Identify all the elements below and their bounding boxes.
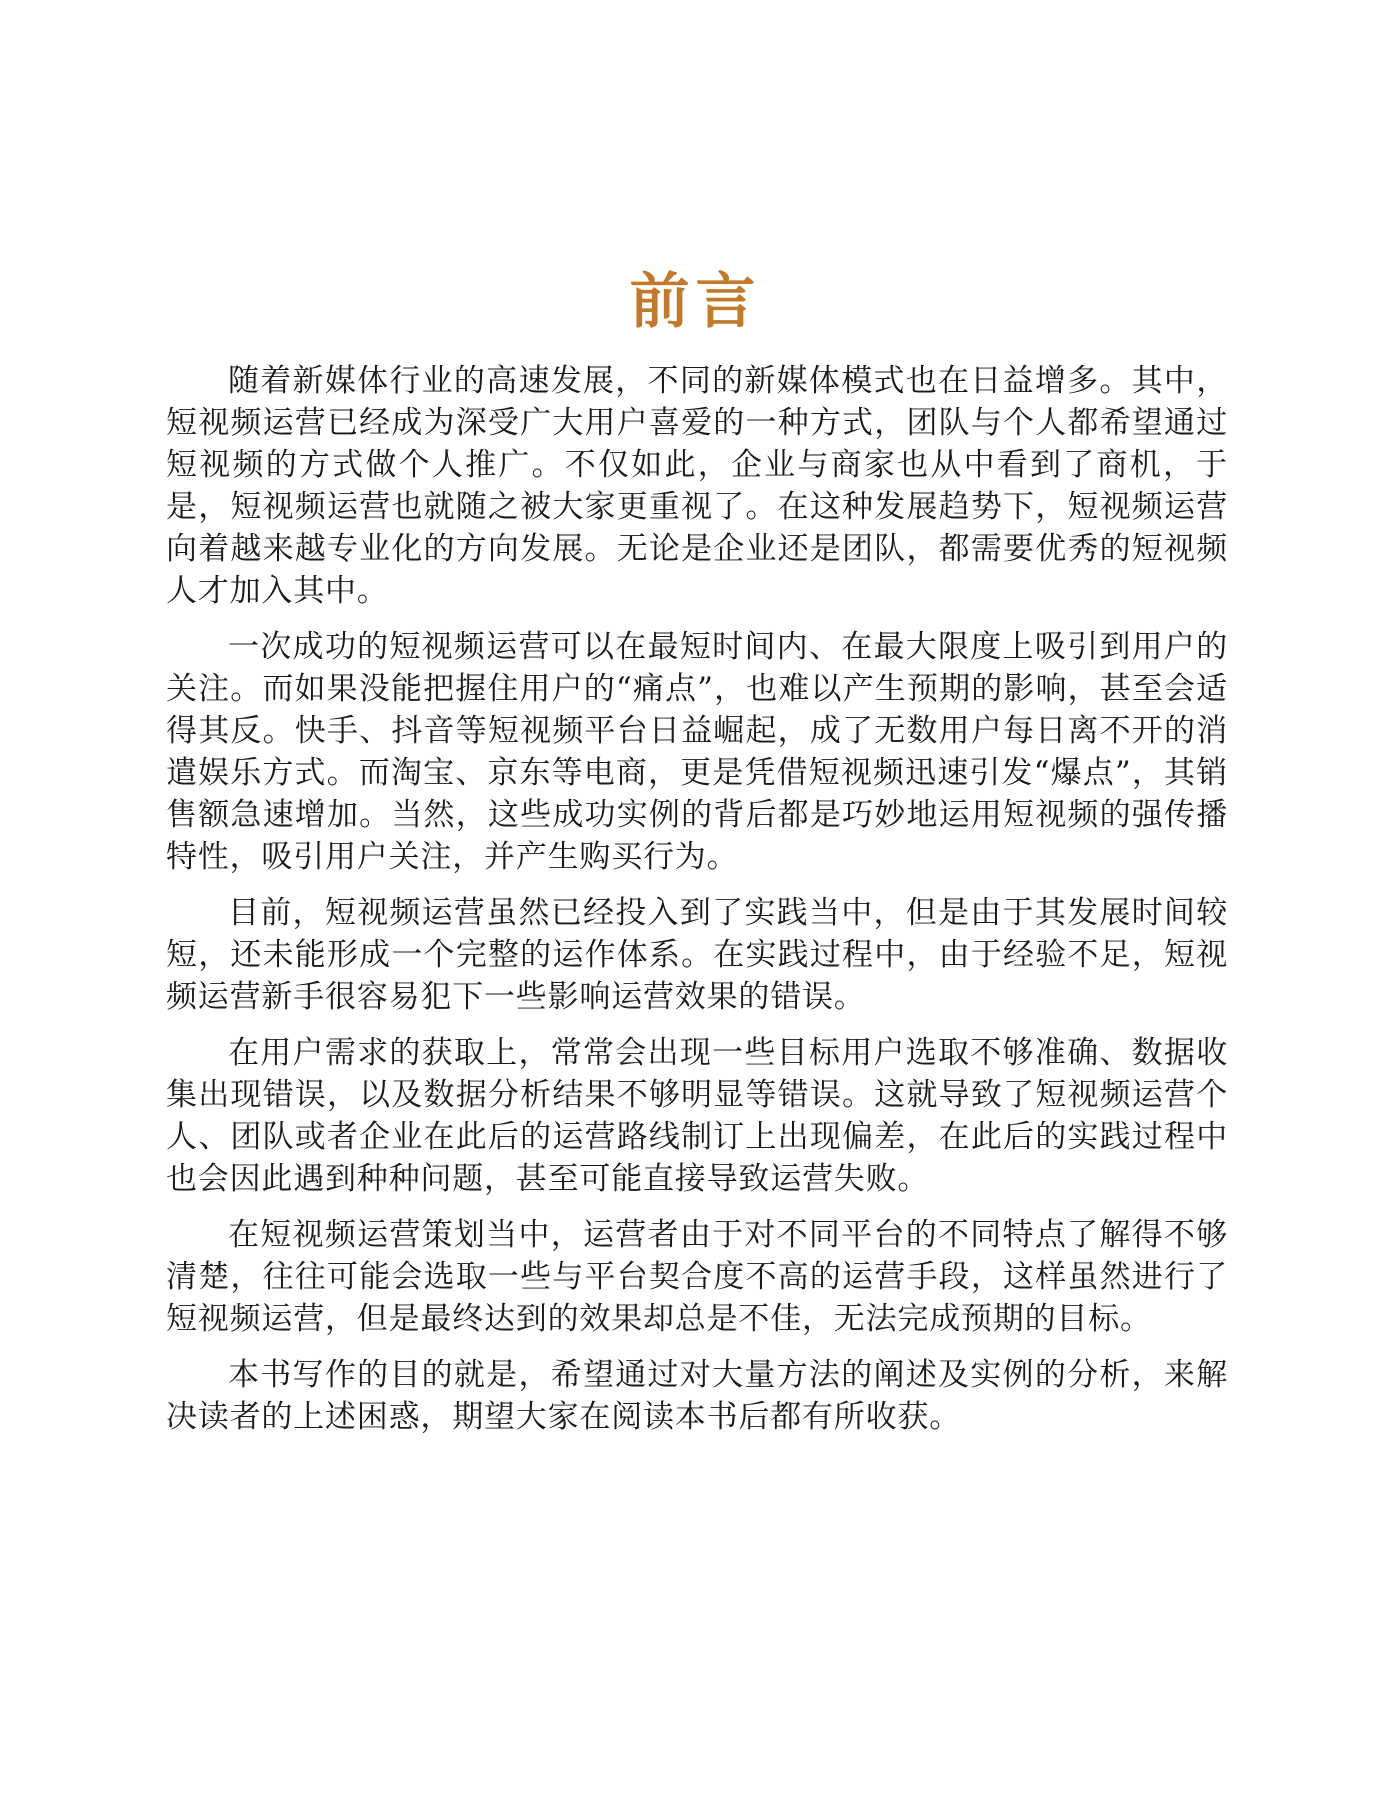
paragraph-6: 本书写作的目的就是，希望通过对大量方法的阐述及实例的分析，来解决读者的上述困惑，期望大家在阅读本书后都有所收获。: [166, 1357, 1228, 1435]
preface-body: [166, 360, 1228, 1452]
paragraph-2: 一次成功的短视频运营可以在最短时间内、在最大限度上吸引到用户的关注。而如果没能把握住用户的“痛点”，也难以产生预期的影响，甚至会适得其反。快手、抖音等短视频平台日益崛起，成了无数用户每日离不开的消遣娱乐方式。而淘宝、京东等电商，更是凭借短视频迅速引发“爆点”，其销售额急速增加。当然，这些成功实例的背后都是巧妙地运用短视频的强传播特性，吸引用户关注，并产生购买行为。: [166, 629, 1228, 875]
paragraph-3: 目前，短视频运营虽然已经投入到了实践当中，但是由于其发展时间较短，还未能形成一个完整的运作体系。在实践过程中，由于经验不足，短视频运营新手很容易犯下一些影响运营效果的错误。: [166, 895, 1228, 1015]
paragraph-5: 在短视频运营策划当中，运营者由于对不同平台的不同特点了解得不够清楚，往往可能会选取一些与平台契合度不高的运营手段，这样虽然进行了短视频运营，但是最终达到的效果却总是不佳，无法完成预期的目标。: [166, 1217, 1228, 1337]
paragraph-4: 在用户需求的获取上，常常会出现一些目标用户选取不够准确、数据收集出现错误，以及数据分析结果不够明显等错误。这就导致了短视频运营个人、团队或者企业在此后的运营路线制订上出现偏差，在此后的实践过程中也会因此遇到种种问题，甚至可能直接导致运营失败。: [166, 1035, 1228, 1197]
page-title: 前言: [629, 267, 762, 338]
paragraph-1: 随着新媒体行业的高速发展，不同的新媒体模式也在日益增多。其中，短视频运营已经成为深受广大用户喜爱的一种方式，团队与个人都希望通过短视频的方式做个人推广。不仅如此，企业与商家也从中看到了商机，于是，短视频运营也就随之被大家更重视了。在这种发展趋势下，短视频运营向着越来越专业化的方向发展。无论是企业还是团队，都需要优秀的短视频人才加入其中。: [166, 363, 1228, 609]
